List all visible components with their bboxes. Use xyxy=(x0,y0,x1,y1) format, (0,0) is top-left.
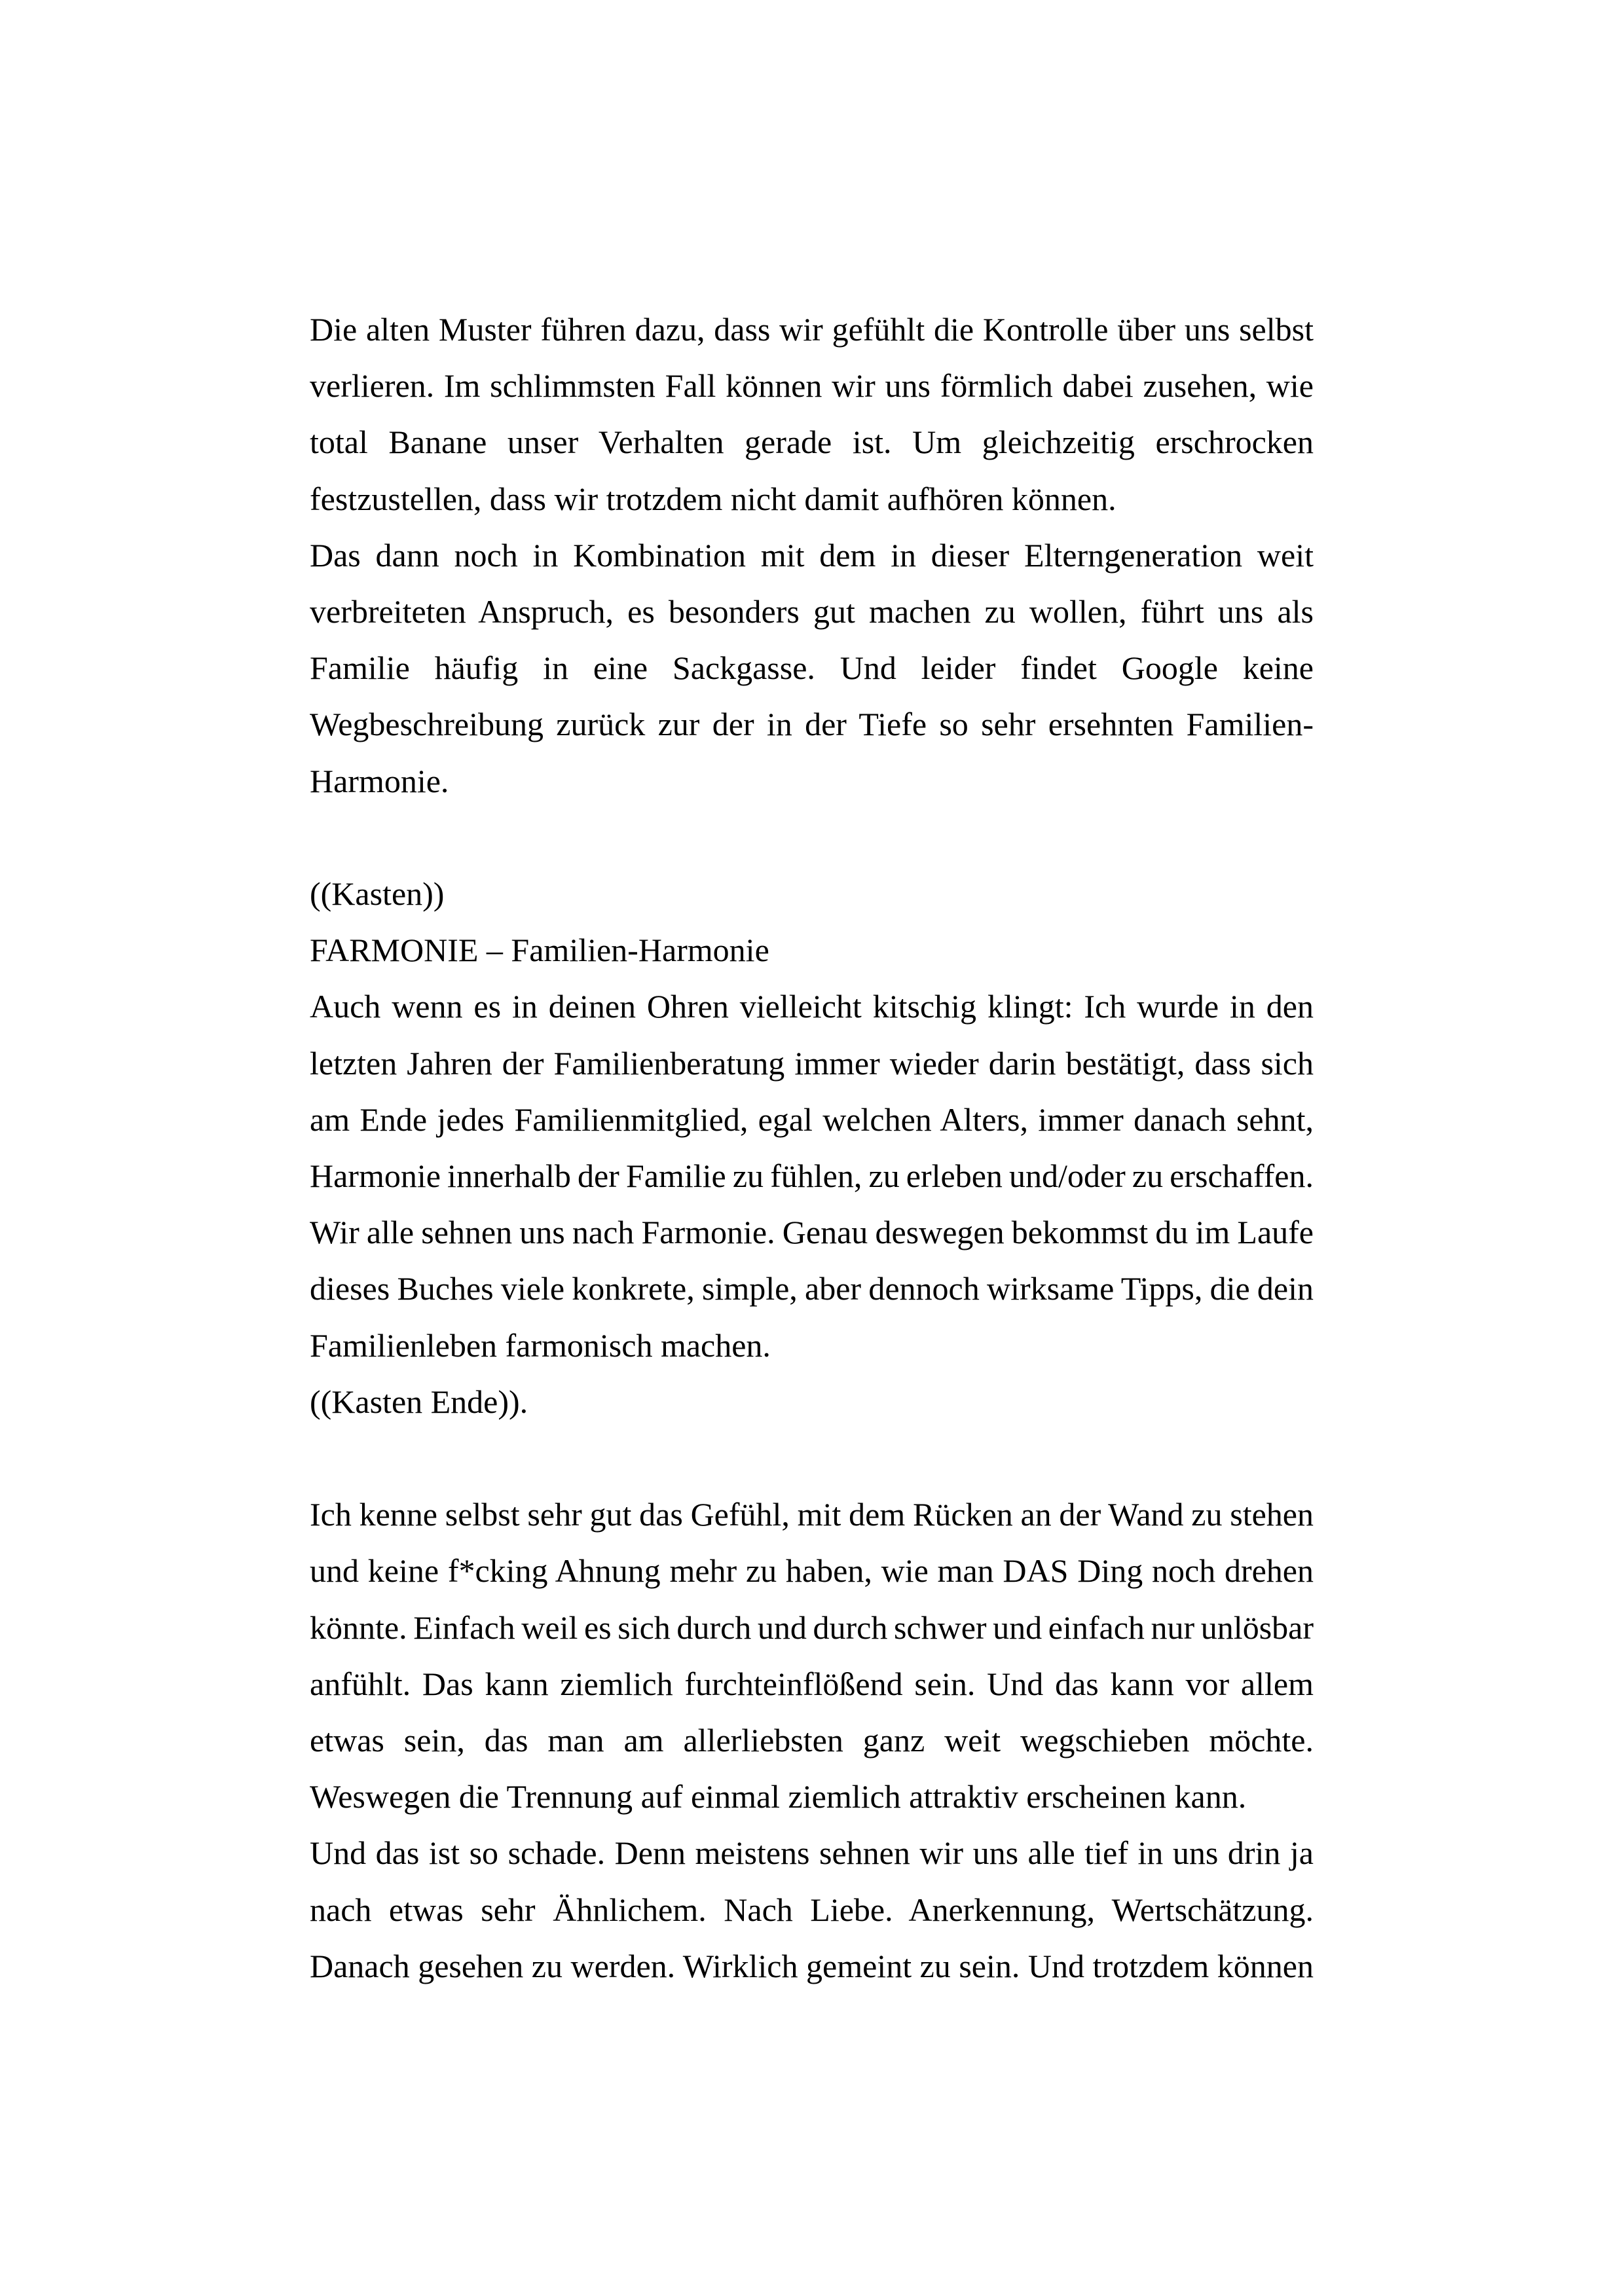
text-line: anfühlt. Das kann ziemlich furchteinflößend sein. Und das kann vor allem xyxy=(310,1665,1314,1702)
box-title: FARMONIE – Familien-Harmonie xyxy=(310,932,769,969)
text-line: Wir alle sehnen uns nach Farmonie. Genau deswegen bekommst du im Laufe xyxy=(310,1214,1314,1251)
text-line: letzten Jahren der Familienberatung immer wieder darin bestätigt, dass sich xyxy=(310,1044,1314,1082)
text-line: Harmonie innerhalb der Familie zu fühlen, zu erleben und/oder zu erschaffen. xyxy=(310,1157,1314,1195)
text-line: verlieren. Im schlimmsten Fall können wir uns förmlich dabei zusehen, wie xyxy=(310,367,1314,405)
text-line: nach etwas sehr Ähnlichem. Nach Liebe. Anerkennung, Wertschätzung. xyxy=(310,1891,1314,1928)
text-line: dieses Buches viele konkrete, simple, aber dennoch wirksame Tipps, die dein xyxy=(310,1270,1314,1307)
text-line: Wegbeschreibung zurück zur der in der Tiefe so sehr ersehnten Familien- xyxy=(310,706,1314,743)
box-end-marker: ((Kasten Ende)). xyxy=(310,1383,528,1420)
text-line: Weswegen die Trennung auf einmal ziemlich attraktiv erscheinen kann. xyxy=(310,1778,1247,1815)
paragraph xyxy=(310,1486,1314,1825)
text-line: Familienleben farmonisch machen. xyxy=(310,1326,771,1364)
text-line: und keine f*cking Ahnung mehr zu haben, wie man DAS Ding noch drehen xyxy=(310,1552,1314,1590)
paragraph xyxy=(310,527,1314,809)
text-line: Die alten Muster führen dazu, dass wir gefühlt die Kontrolle über uns selbst xyxy=(310,311,1314,348)
text-line: etwas sein, das man am allerliebsten ganz weit wegschieben möchte. xyxy=(310,1722,1314,1759)
text-line: Das dann noch in Kombination mit dem in dieser Elterngeneration weit xyxy=(310,536,1314,574)
blank-line xyxy=(310,1430,1314,1486)
paragraph xyxy=(310,301,1314,527)
text-line: festzustellen, dass wir trotzdem nicht damit aufhören können. xyxy=(310,480,1116,517)
info-box xyxy=(310,866,1314,1430)
text-line: könnte. Einfach weil es sich durch und durch schwer und einfach nur unlösbar xyxy=(310,1609,1314,1646)
text-line: Harmonie. xyxy=(310,762,449,799)
text-line: Familie häufig in eine Sackgasse. Und leider findet Google keine xyxy=(310,649,1314,687)
blank-line xyxy=(310,809,1314,866)
document-body xyxy=(310,301,1314,1994)
text-line: Auch wenn es in deinen Ohren vielleicht kitschig klingt: Ich wurde in den xyxy=(310,988,1314,1025)
text-line: Ich kenne selbst sehr gut das Gefühl, mit dem Rücken an der Wand zu stehen xyxy=(310,1496,1314,1533)
box-start-marker: ((Kasten)) xyxy=(310,875,445,913)
paragraph xyxy=(310,1825,1314,1994)
text-line: total Banane unser Verhalten gerade ist. Um gleichzeitig erschrocken xyxy=(310,424,1314,461)
text-line: verbreiteten Anspruch, es besonders gut machen zu wollen, führt uns als xyxy=(310,593,1314,630)
text-line: am Ende jedes Familienmitglied, egal welchen Alters, immer danach sehnt, xyxy=(310,1101,1314,1138)
text-line: Und das ist so schade. Denn meistens sehnen wir uns alle tief in uns drin ja xyxy=(310,1834,1314,1872)
text-line: Danach gesehen zu werden. Wirklich gemeint zu sein. Und trotzdem können xyxy=(310,1947,1314,1984)
